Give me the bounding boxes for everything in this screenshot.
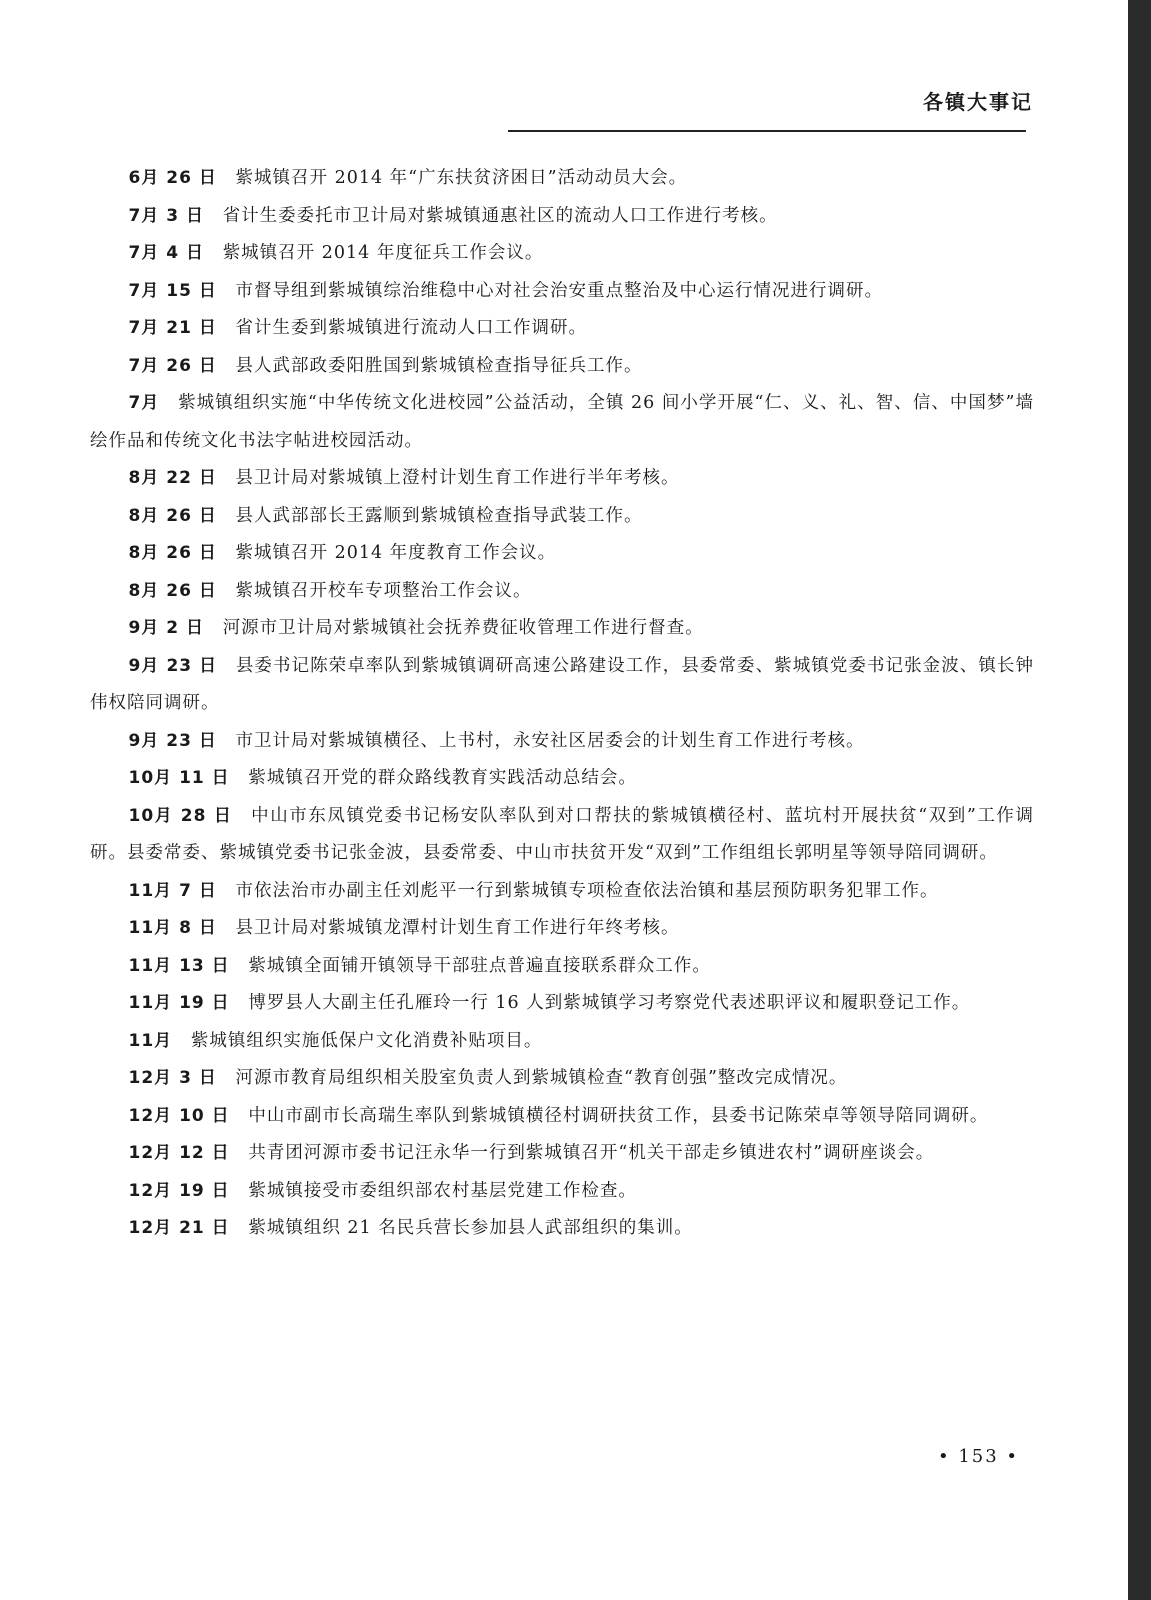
chronicle-entry <box>90 723 1034 761</box>
entry-text: 县人武部部长王露顺到紫城镇检查指导武装工作。 <box>235 505 643 526</box>
entry-date: 12月 10 日 <box>128 1105 230 1126</box>
entry-text: 河源市卫计局对紫城镇社会抚养费征收管理工作进行督查。 <box>222 618 704 638</box>
entry-date: 7月 4 日 <box>128 243 204 263</box>
entry-date: 9月 2 日 <box>128 618 204 638</box>
scan-edge-shadow <box>1128 0 1151 1600</box>
entry-text: 紫城镇召开 2014 年度教育工作会议。 <box>235 543 557 563</box>
entry-text: 紫城镇组织实施低保户文化消费补贴项目。 <box>190 1030 543 1051</box>
entry-date: 6月 26 日 <box>128 168 217 188</box>
entry-text: 省计生委委托市卫计局对紫城镇通惠社区的流动人口工作进行考核。 <box>222 205 778 226</box>
chronicle-entry <box>90 610 1034 648</box>
chronicle-entry <box>90 948 1034 986</box>
chronicle-entry <box>90 1210 1034 1248</box>
chronicle-entry <box>90 535 1034 573</box>
entry-date: 12月 12 日 <box>128 1143 230 1163</box>
entry-text: 紫城镇接受市委组织部农村基层党建工作检查。 <box>248 1180 637 1201</box>
entry-text: 县人武部政委阳胜国到紫城镇检查指导征兵工作。 <box>235 355 643 376</box>
chronicle-entry <box>90 235 1034 273</box>
chronicle-entry <box>90 873 1034 911</box>
chronicle-entries <box>90 160 1034 1248</box>
chronicle-entry <box>90 573 1034 611</box>
entry-text: 市依法治市办副主任刘彪平一行到紫城镇专项检查依法治镇和基层预防职务犯罪工作。 <box>235 880 939 901</box>
chronicle-entry <box>90 1098 1034 1136</box>
entry-text: 紫城镇召开校车专项整治工作会议。 <box>235 580 532 601</box>
chronicle-entry <box>90 385 1034 460</box>
chronicle-entry <box>90 498 1034 536</box>
entry-date: 10月 28 日 <box>128 805 233 826</box>
chronicle-entry <box>90 910 1034 948</box>
entry-date: 8月 26 日 <box>128 505 217 526</box>
page-number: • 153 • <box>938 1446 1020 1467</box>
entry-date: 7月 <box>128 393 160 413</box>
chronicle-entry <box>90 985 1034 1023</box>
chronicle-entry <box>90 798 1034 873</box>
chronicle-entry <box>90 760 1034 798</box>
header-rule <box>508 130 1026 132</box>
entry-date: 11月 <box>128 1030 173 1051</box>
entry-text: 河源市教育局组织相关股室负责人到紫城镇检查“教育创强”整改完成情况。 <box>235 1068 848 1088</box>
chronicle-entry <box>90 460 1034 498</box>
entry-text: 市督导组到紫城镇综治维稳中心对社会治安重点整治及中心运行情况进行调研。 <box>235 280 884 301</box>
entry-text: 紫城镇组织 21 名民兵营长参加县人武部组织的集训。 <box>248 1218 693 1238</box>
entry-date: 11月 8 日 <box>128 918 217 938</box>
entry-date: 12月 21 日 <box>128 1218 230 1238</box>
chronicle-entry <box>90 160 1034 198</box>
entry-date: 7月 3 日 <box>128 205 204 226</box>
chronicle-entry <box>90 310 1034 348</box>
entry-text: 紫城镇全面铺开镇领导干部驻点普遍直接联系群众工作。 <box>248 955 711 976</box>
entry-date: 9月 23 日 <box>128 730 217 751</box>
chronicle-entry <box>90 348 1034 386</box>
section-title: 各镇大事记 <box>923 90 1033 114</box>
chronicle-entry <box>90 273 1034 311</box>
entry-text: 县卫计局对紫城镇上澄村计划生育工作进行半年考核。 <box>235 468 680 488</box>
entry-date: 12月 3 日 <box>128 1068 217 1088</box>
entry-date: 8月 26 日 <box>128 580 217 601</box>
entry-text: 县卫计局对紫城镇龙潭村计划生育工作进行年终考核。 <box>235 918 680 938</box>
entry-date: 9月 23 日 <box>128 655 218 676</box>
entry-text: 县委书记陈荣卓率队到紫城镇调研高速公路建设工作，县委常委、紫城镇党委书记张金波、镇长钟伟权陪同调研。 <box>90 655 1034 713</box>
entry-text: 紫城镇召开党的群众路线教育实践活动总结会。 <box>248 768 637 788</box>
entry-date: 11月 19 日 <box>128 993 230 1013</box>
entry-text: 紫城镇组织实施“中华传统文化进校园”公益活动，全镇 26 间小学开展“仁、义、礼、智、信、中国梦”墙绘作品和传统文化书法字帖进校园活动。 <box>90 393 1034 451</box>
entry-date: 11月 13 日 <box>128 955 230 976</box>
entry-date: 10月 11 日 <box>128 768 230 788</box>
entry-text: 紫城镇召开 2014 年度征兵工作会议。 <box>222 243 544 263</box>
entry-date: 7月 21 日 <box>128 318 217 338</box>
entry-text: 共青团河源市委书记汪永华一行到紫城镇召开“机关干部走乡镇进农村”调研座谈会。 <box>248 1143 935 1163</box>
chronicle-entry <box>90 198 1034 236</box>
entry-text: 博罗县人大副主任孔雁玲一行 16 人到紫城镇学习考察党代表述职评议和履职登记工作。 <box>248 993 971 1013</box>
entry-date: 11月 7 日 <box>128 880 217 901</box>
entry-text: 市卫计局对紫城镇横径、上书村，永安社区居委会的计划生育工作进行考核。 <box>235 730 865 751</box>
entry-text: 省计生委到紫城镇进行流动人口工作调研。 <box>235 318 588 338</box>
chronicle-entry <box>90 648 1034 723</box>
chronicle-entry <box>90 1173 1034 1211</box>
entry-date: 7月 15 日 <box>128 280 217 301</box>
entry-date: 8月 22 日 <box>128 468 217 488</box>
entry-date: 8月 26 日 <box>128 543 217 563</box>
entry-text: 中山市副市长高瑞生率队到紫城镇横径村调研扶贫工作，县委书记陈荣卓等领导陪同调研。 <box>248 1105 989 1126</box>
entry-date: 12月 19 日 <box>128 1180 230 1201</box>
chronicle-entry <box>90 1023 1034 1061</box>
entry-text: 中山市东凤镇党委书记杨安队率队到对口帮扶的紫城镇横径村、蓝坑村开展扶贫“双到”工作调研。县委常委、紫城镇党委书记张金波，县委常委、中山市扶贫开发“双到”工作组组长郭明星等领导陪同调研。 <box>90 805 1034 863</box>
entry-date: 7月 26 日 <box>128 355 217 376</box>
chronicle-entry <box>90 1135 1034 1173</box>
entry-text: 紫城镇召开 2014 年“广东扶贫济困日”活动动员大会。 <box>235 168 688 188</box>
chronicle-entry <box>90 1060 1034 1098</box>
